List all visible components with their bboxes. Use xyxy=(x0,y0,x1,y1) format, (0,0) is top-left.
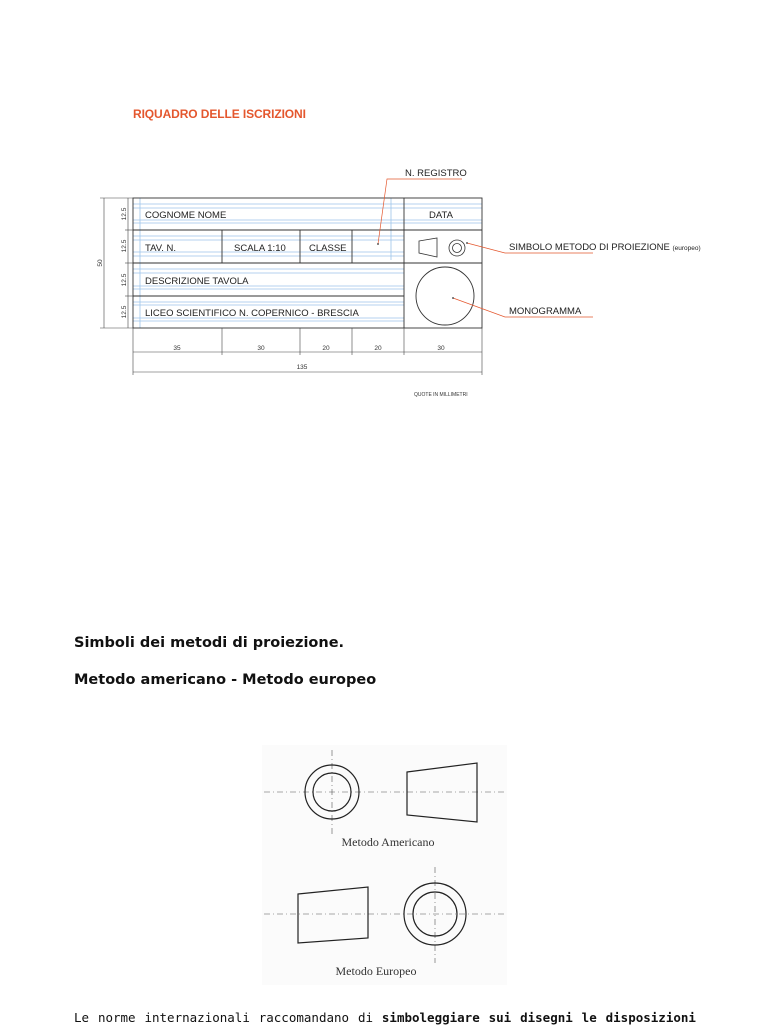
tav-n-label: TAV. N. xyxy=(145,243,176,254)
bold-word: disegni xyxy=(520,1010,573,1025)
liceo-label: LICEO SCIENTIFICO N. COPERNICO - BRESCIA xyxy=(145,308,359,319)
row-dim-2: 12.5 xyxy=(121,239,128,253)
height-dim: 50 xyxy=(97,259,104,267)
section-subheading: Metodo americano - Metodo europeo xyxy=(74,672,377,688)
european-caption: Metodo Europeo xyxy=(335,964,417,978)
american-centerlines xyxy=(264,750,504,835)
row-dim-4: 12.5 xyxy=(121,305,128,319)
european-centerlines xyxy=(264,867,504,963)
data-label: DATA xyxy=(429,210,453,221)
projection-symbol-icon xyxy=(419,238,465,257)
bold-word: disposizioni xyxy=(605,1010,696,1025)
total-dim: 135 xyxy=(296,364,308,371)
bold-word: simboleggiare xyxy=(381,1010,480,1025)
bold-word: le xyxy=(581,1010,597,1025)
word: Le xyxy=(74,1010,90,1025)
american-caption: Metodo Americano xyxy=(341,835,435,849)
row-dim-1: 12.5 xyxy=(121,207,128,221)
descrizione-label: DESCRIZIONE TAVOLA xyxy=(145,276,249,287)
european-trapezoid-view xyxy=(298,887,368,943)
simbolo-label: SIMBOLO METODO DI PROIEZIONE (europeo) xyxy=(509,242,701,253)
col-dim-5: 30 xyxy=(437,345,445,352)
word: norme xyxy=(97,1010,136,1025)
word: internazionali xyxy=(144,1010,250,1025)
quote-note: QUOTE IN MILLIMETRI xyxy=(414,392,468,398)
horizontal-dimension-lines xyxy=(133,328,482,375)
page-title: RIQUADRO DELLE ISCRIZIONI xyxy=(133,107,306,121)
classe-label: CLASSE xyxy=(309,243,347,254)
row-dim-3: 12.5 xyxy=(121,273,128,287)
monogramma-label: MONOGRAMMA xyxy=(509,306,582,317)
col-dim-2: 30 xyxy=(257,345,265,352)
monogram-circle xyxy=(416,267,474,325)
col-dim-4: 20 xyxy=(374,345,382,352)
bold-word: sui xyxy=(488,1010,512,1025)
vertical-dimension-lines xyxy=(100,198,133,328)
body-paragraph xyxy=(74,1010,696,1025)
col-dim-1: 35 xyxy=(173,345,181,352)
title-block-diagram xyxy=(0,0,768,420)
section-heading: Simboli dei metodi di proiezione. xyxy=(74,635,345,651)
american-trapezoid-view xyxy=(407,763,477,822)
scala-label: SCALA 1:10 xyxy=(234,243,286,254)
col-dim-3: 20 xyxy=(322,345,330,352)
word: raccomandano xyxy=(258,1010,350,1025)
projection-methods-figure xyxy=(262,745,507,985)
n-registro-label: N. REGISTRO xyxy=(405,168,467,179)
word: di xyxy=(357,1010,373,1025)
cognome-nome-label: COGNOME NOME xyxy=(145,210,227,221)
